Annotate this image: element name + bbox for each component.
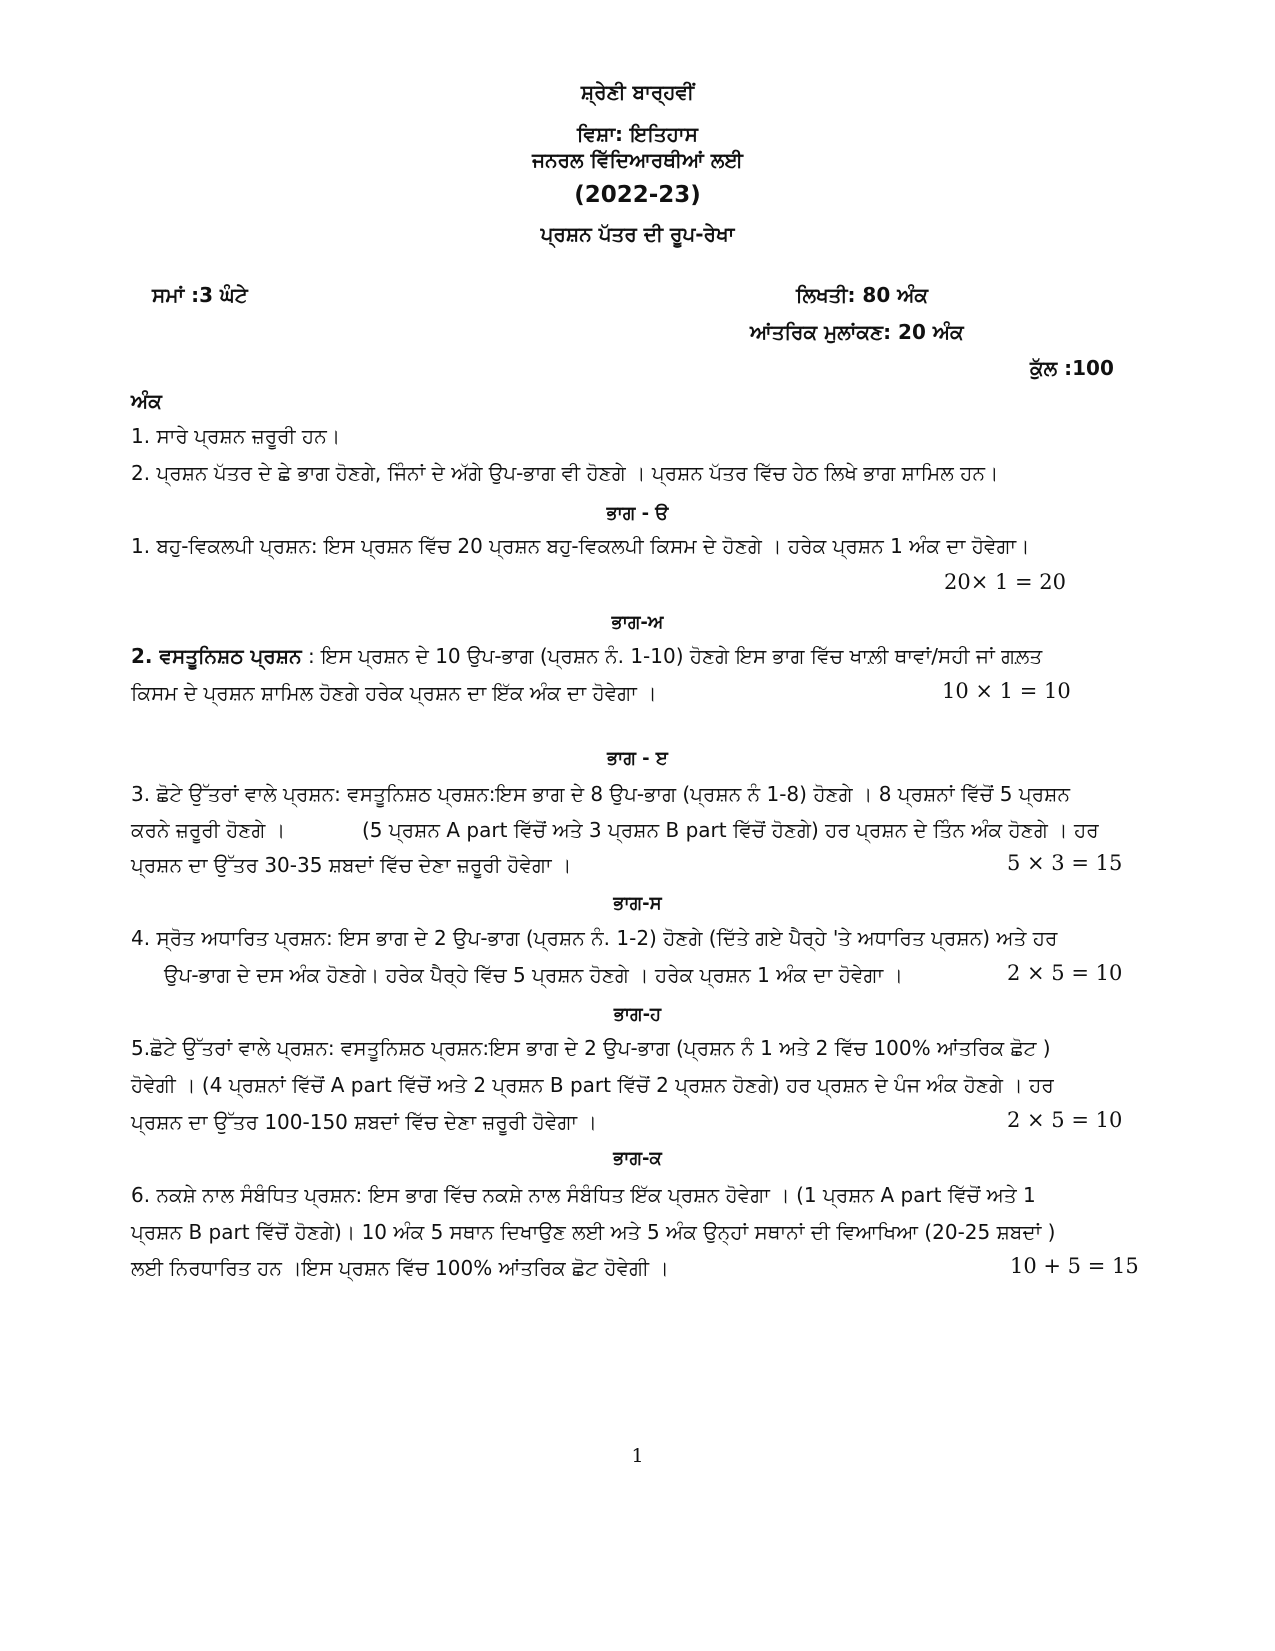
marks-caption: ਅੰਕ [131,389,162,413]
section-3-heading: ਭਾਗ - ੲ [607,748,668,769]
section-6-marks: 10 + 5 = 15 [1010,1254,1139,1278]
section-3-text-2b: (5 ਪ੍ਰਸ਼ਨ A part ਵਿੱਚੋਂ ਅਤੇ 3 ਪ੍ਰਸ਼ਨ B part ਵਿੱਚੋਂ ਹੋਣਗੇ) ਹਰ ਪ੍ਰਸ਼ਨ ਦੇ ਤਿੰਨ ਅੰਕ ਹੋਣਗੇ । ਹਰ [362,818,1099,842]
section-2-lead: 2. ਵਸਤੂਨਿਸ਼ਠ ਪ੍ਰਸ਼ਨ [131,644,302,668]
section-5-heading: ਭਾਗ-ਹ [613,1004,662,1025]
section-5-text-2: ਹੋਵੇਗੀ । (4 ਪ੍ਰਸ਼ਨਾਂ ਵਿੱਚੋਂ A part ਵਿੱਚੋਂ ਅਤੇ 2 ਪ੍ਰਸ਼ਨ B part ਵਿੱਚੋਂ 2 ਪ੍ਰਸ਼ਨ ਹੋਣਗੇ) ਹਰ ਪ੍ਰਸ਼ਨ ਦੇ ਪੰਜ ਅੰਕ ਹੋਣਗੇ । ਹਰ [131,1073,1054,1097]
section-3-text-1: 3. ਛੋਟੇ ਉੱਤਰਾਂ ਵਾਲੇ ਪ੍ਰਸ਼ਨ: ਵਸਤੂਨਿਸ਼ਠ ਪ੍ਰਸ਼ਨ:ਇਸ ਭਾਗ ਦੇ 8 ਉਪ-ਭਾਗ (ਪ੍ਰਸ਼ਨ ਨੰ 1-8) ਹੋਣਗੇ । 8 ਪ੍ਰਸ਼ਨਾਂ ਵਿੱਚੋਂ 5 ਪ੍ਰਸ਼ਨ [131,782,1070,806]
class-heading: ਸ਼੍ਰੇਣੀ ਬਾਰ੍ਹਵੀਂ [580,80,695,104]
section-4-text-2: ਉਪ-ਭਾਗ ਦੇ ਦਸ ਅੰਕ ਹੋਣਗੇ। ਹਰੇਕ ਪੈਰ੍ਹੇ ਵਿੱਚ 5 ਪ੍ਰਸ਼ਨ ਹੋਣਗੇ । ਹਰੇਕ ਪ੍ਰਸ਼ਨ 1 ਅੰਕ ਦਾ ਹੋਵੇਗਾ । [164,963,904,987]
section-2-line-1 [131,644,1149,668]
time-label: ਸਮਾਂ :3 ਘੰਟੇ [152,283,248,307]
section-1-text: 1. ਬਹੁ-ਵਿਕਲਪੀ ਪ੍ਰਸ਼ਨ: ਇਸ ਪ੍ਰਸ਼ਨ ਵਿੱਚ 20 ਪ੍ਰਸ਼ਨ ਬਹੁ-ਵਿਕਲਪੀ ਕਿਸਮ ਦੇ ਹੋਣਗੇ । ਹਰੇਕ ਪ੍ਰਸ਼ਨ 1 ਅੰਕ ਦਾ ਹੋਵੇਗਾ। [131,534,1030,558]
section-3-text-2a: ਕਰਨੇ ਜ਼ਰੂਰੀ ਹੋਣਗੇ । [131,818,286,842]
page-title: ਪ੍ਰਸ਼ਨ ਪੱਤਰ ਦੀ ਰੂਪ-ਰੇਖਾ [540,222,735,246]
year-heading: (2022-23) [574,182,701,208]
written-marks-label: ਲਿਖਤੀ: 80 ਅੰਕ [796,283,929,307]
instruction-1: 1. ਸਾਰੇ ਪ੍ਰਸ਼ਨ ਜ਼ਰੂਰੀ ਹਨ। [131,424,341,448]
section-1-marks: 20× 1 = 20 [944,570,1067,594]
section-6-text-3: ਲਈ ਨਿਰਧਾਰਿਤ ਹਨ ।ਇਸ ਪ੍ਰਸ਼ਨ ਵਿੱਚ 100% ਆਂਤਰਿਕ ਛੋਟ ਹੋਵੇਗੀ । [131,1256,669,1280]
section-4-heading: ਭਾਗ-ਸ [613,893,662,914]
audience-heading: ਜਨਰਲ ਵਿੱਦਿਆਰਥੀਆਂ ਲਈ [532,148,743,172]
section-6-heading: ਭਾਗ-ਕ [613,1148,662,1169]
section-2-marks: 10 × 1 = 10 [942,679,1071,703]
section-6-text-1: 6. ਨਕਸ਼ੇ ਨਾਲ ਸੰਬੰਧਿਤ ਪ੍ਰਸ਼ਨ: ਇਸ ਭਾਗ ਵਿੱਚ ਨਕਸ਼ੇ ਨਾਲ ਸੰਬੰਧਿਤ ਇੱਕ ਪ੍ਰਸ਼ਨ ਹੋਵੇਗਾ । (1 ਪ੍ਰਸ਼ਨ A part ਵਿੱਚੋਂ ਅਤੇ 1 [131,1183,1036,1207]
section-2-text-2: ਕਿਸਮ ਦੇ ਪ੍ਰਸ਼ਨ ਸ਼ਾਮਿਲ ਹੋਣਗੇ ਹਰੇਕ ਪ੍ਰਸ਼ਨ ਦਾ ਇੱਕ ਅੰਕ ਦਾ ਹੋਵੇਗਾ । [131,681,657,705]
instruction-2: 2. ਪ੍ਰਸ਼ਨ ਪੱਤਰ ਦੇ ਛੇ ਭਾਗ ਹੋਣਗੇ, ਜਿੰਨਾਂ ਦੇ ਅੱਗੇ ਉਪ-ਭਾਗ ਵੀ ਹੋਣਗੇ । ਪ੍ਰਸ਼ਨ ਪੱਤਰ ਵਿੱਚ ਹੇਠ ਲਿਖੇ ਭਾਗ ਸ਼ਾਮਿਲ ਹਨ। [131,461,999,485]
section-5-marks: 2 × 5 = 10 [1007,1108,1123,1132]
section-6-text-2: ਪ੍ਰਸ਼ਨ B part ਵਿੱਚੋਂ ਹੋਣਗੇ)। 10 ਅੰਕ 5 ਸਥਾਨ ਦਿਖਾਉਣ ਲਈ ਅਤੇ 5 ਅੰਕ ਉਨ੍ਹਾਂ ਸਥਾਨਾਂ ਦੀ ਵਿਆਖਿਆ (20-25 ਸ਼ਬਦਾਂ ) [131,1220,1056,1244]
section-1-heading: ਭਾਗ - ੳ [606,503,669,524]
section-2-heading: ਭਾਗ-ਅ [611,612,664,633]
total-marks-label: ਕੁੱਲ :100 [1030,356,1114,380]
section-3-text-3: ਪ੍ਰਸ਼ਨ ਦਾ ਉੱਤਰ 30-35 ਸ਼ਬਦਾਂ ਵਿੱਚ ਦੇਣਾ ਜ਼ਰੂਰੀ ਹੋਵੇਗਾ । [131,853,572,877]
section-4-text-1: 4. ਸ੍ਰੋਤ ਅਧਾਰਿਤ ਪ੍ਰਸ਼ਨ: ਇਸ ਭਾਗ ਦੇ 2 ਉਪ-ਭਾਗ (ਪ੍ਰਸ਼ਨ ਨੰ. 1-2) ਹੋਣਗੇ (ਦਿੱਤੇ ਗਏ ਪੈਰ੍ਹੇ 'ਤੇ ਅਧਾਰਿਤ ਪ੍ਰਸ਼ਨ) ਅਤੇ ਹਰ [131,926,1058,950]
internal-assessment-label: ਆਂਤਰਿਕ ਮੁਲਾਂਕਣ: 20 ਅੰਕ [750,320,964,344]
subject-heading: ਵਿਸ਼ਾ: ਇਤਿਹਾਸ [577,122,698,146]
section-3-marks: 5 × 3 = 15 [1007,851,1123,875]
page-number: 1 [631,1445,644,1467]
section-4-marks: 2 × 5 = 10 [1007,961,1123,985]
section-2-text-1: : ਇਸ ਪ੍ਰਸ਼ਨ ਦੇ 10 ਉਪ-ਭਾਗ (ਪ੍ਰਸ਼ਨ ਨੰ. 1-10) ਹੋਣਗੇ ਇਸ ਭਾਗ ਵਿੱਚ ਖਾਲ਼ੀ ਥਾਵਾਂ/ਸਹੀ ਜਾਂ ਗਲ਼ਤ [307,644,1043,668]
section-5-text-1: 5.ਛੋਟੇ ਉੱਤਰਾਂ ਵਾਲੇ ਪ੍ਰਸ਼ਨ: ਵਸਤੂਨਿਸ਼ਠ ਪ੍ਰਸ਼ਨ:ਇਸ ਭਾਗ ਦੇ 2 ਉਪ-ਭਾਗ (ਪ੍ਰਸ਼ਨ ਨੰ 1 ਅਤੇ 2 ਵਿੱਚ 100% ਆਂਤਰਿਕ ਛੋਟ ) [131,1036,1051,1060]
section-5-text-3: ਪ੍ਰਸ਼ਨ ਦਾ ਉੱਤਰ 100-150 ਸ਼ਬਦਾਂ ਵਿੱਚ ਦੇਣਾ ਜ਼ਰੂਰੀ ਹੋਵੇਗਾ । [131,1110,597,1134]
